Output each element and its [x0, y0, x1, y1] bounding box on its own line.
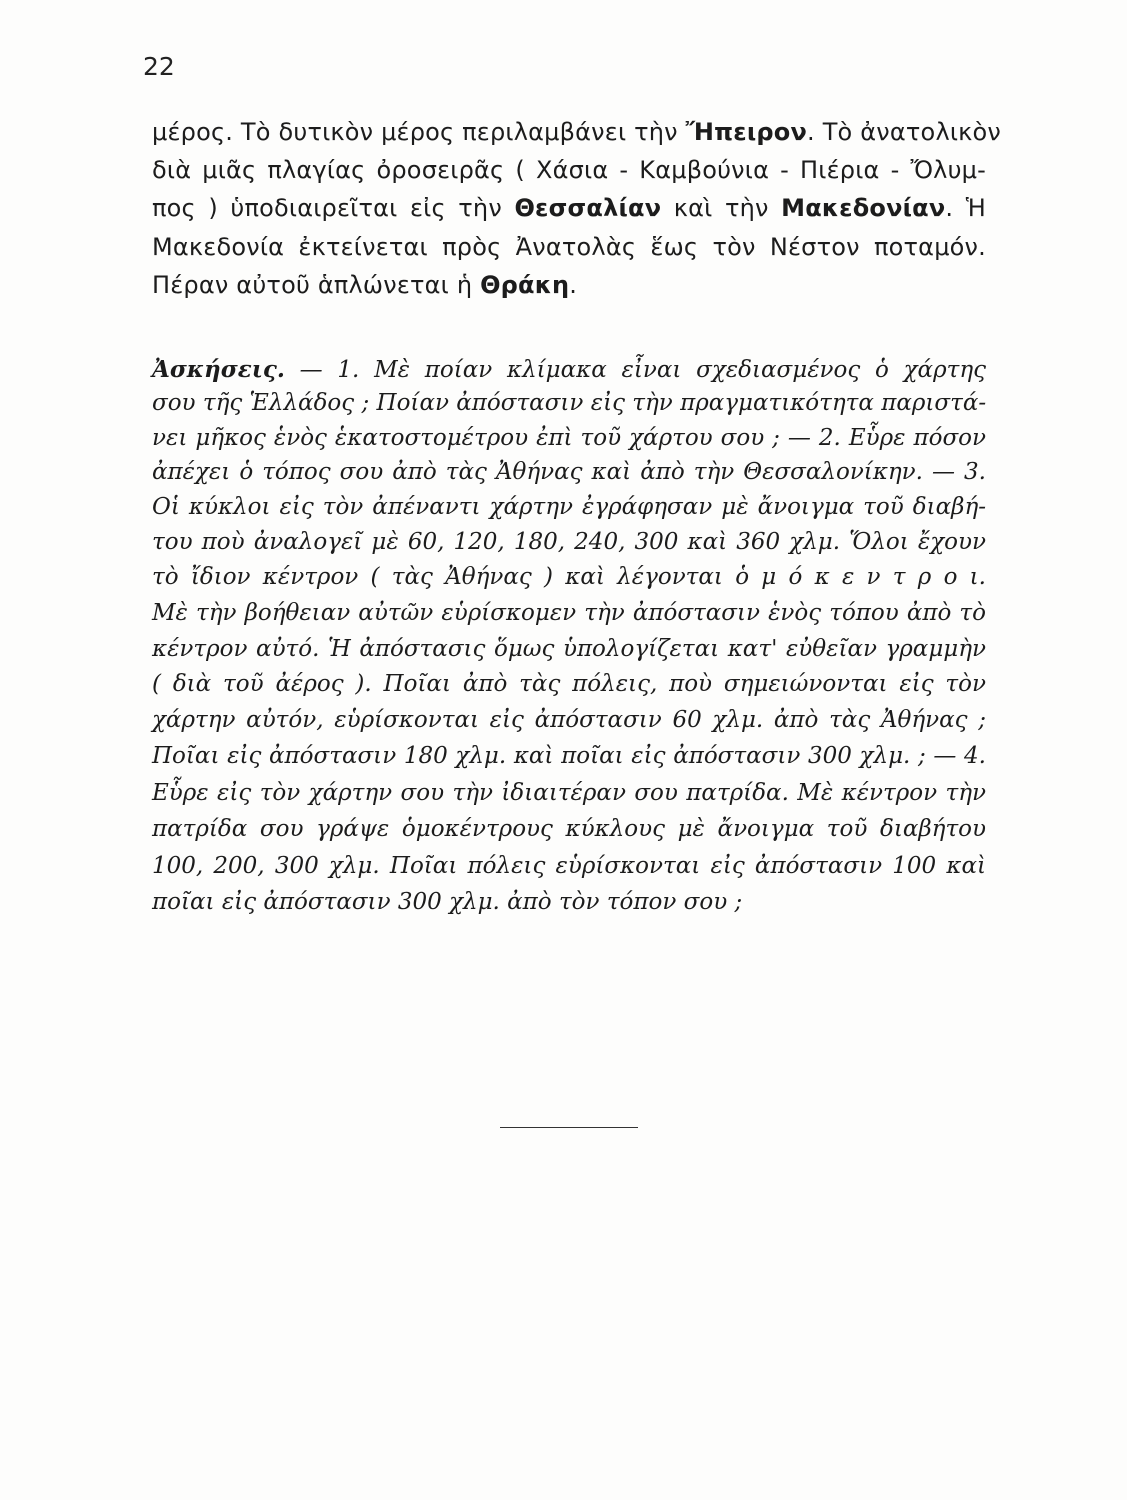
exercise-line-13: Εὗρε εἰς τὸν χάρτην σου τὴν ἰδιαιτέραν σου πατρίδα. Μὲ κέντρον τὴν: [152, 780, 986, 806]
exercise-line-2: σου τῆς Ἑλλάδος ; Ποίαν ἀπόστασιν εἰς τὴν πραγματικότητα παριστά-: [152, 390, 987, 416]
exercise-line-7: τὸ ἴδιον κέντρον ( τὰς Ἀθήνας ) καὶ λέγονται ὁ μ ό κ ε ν τ ρ ο ι.: [152, 564, 986, 590]
intro-line-3: [152, 194, 986, 222]
exercise-line-4: ἀπέχει ὁ τόπος σου ἀπὸ τὰς Ἀθήνας καὶ ἀπὸ τὴν Θεσσαλονίκην. — 3.: [152, 459, 986, 485]
exercise-line-9: κέντρον αὐτό. Ἡ ἀπόστασις ὅμως ὑπολογίζεται κατ' εὐθεῖαν γραμμὴν: [152, 636, 986, 662]
intro-line-4: Μακεδονία ἐκτείνεται πρὸς Ἀνατολὰς ἕως τὸν Νέστον ποταμόν.: [152, 233, 986, 261]
exercises-title: Ἀσκήσεις.: [152, 356, 285, 383]
exercise-line-8: Μὲ τὴν βοήθειαν αὐτῶν εὑρίσκομεν τὴν ἀπόστασιν ἑνὸς τόπου ἀπὸ τὸ: [152, 600, 986, 626]
text-run: . Τὸ ἀνατολικὸν: [807, 118, 1001, 146]
text-run: πος ) ὑποδιαιρεῖται εἰς τὴν: [152, 194, 515, 222]
exercise-line-12: Ποῖαι εἰς ἀπόστασιν 180 χλμ. καὶ ποῖαι εἰς ἀπόστασιν 300 χλμ. ; — 4.: [152, 743, 986, 769]
exercise-line-6: του ποὺ ἀναλογεῖ μὲ 60, 120, 180, 240, 300 καὶ 360 χλμ. Ὅλοι ἔχουν: [152, 529, 986, 555]
intro-line-5: [152, 271, 986, 299]
exercise-line-1: [152, 356, 986, 383]
text-run: Πέραν αὐτοῦ ἁπλώνεται ἡ: [152, 271, 481, 299]
place-name-macedonia: Μακεδονίαν: [781, 194, 946, 222]
place-name-thrace: Θράκη: [480, 271, 570, 299]
exercise-line-5: Οἱ κύκλοι εἰς τὸν ἀπέναντι χάρτην ἐγράφησαν μὲ ἄνοιγμα τοῦ διαβή-: [152, 494, 986, 520]
exercise-line-11: χάρτην αὐτόν, εὑρίσκονται εἰς ἀπόστασιν 60 χλμ. ἀπὸ τὰς Ἀθήνας ;: [152, 707, 986, 733]
exercise-line-15: 100, 200, 300 χλμ. Ποῖαι πόλεις εὑρίσκονται εἰς ἀπόστασιν 100 καὶ: [152, 853, 986, 879]
intro-line-2: διὰ μιᾶς πλαγίας ὀροσειρᾶς ( Χάσια - Καμβούνια - Πιέρια - Ὄλυμ-: [152, 156, 986, 184]
text-run: .: [569, 271, 578, 299]
exercise-line-10: ( διὰ τοῦ ἀέρος ). Ποῖαι ἀπὸ τὰς πόλεις, ποὺ σημειώνονται εἰς τὸν: [152, 671, 986, 697]
text-run: καὶ τὴν: [661, 194, 782, 222]
exercise-line-14: πατρίδα σου γράψε ὁμοκέντρους κύκλους μὲ ἄνοιγμα τοῦ διαβήτου: [152, 816, 986, 842]
text-run: — 1. Μὲ ποίαν κλίμακα εἶναι σχεδιασμένος ὁ χάρτης: [284, 357, 986, 383]
exercise-line-16: ποῖαι εἰς ἀπόστασιν 300 χλμ. ἀπὸ τὸν τόπον σου ;: [152, 889, 743, 915]
intro-line-1: [152, 118, 1001, 146]
place-name-thessaly: Θεσσαλίαν: [514, 194, 662, 222]
text-run: μέρος. Τὸ δυτικὸν μέρος περιλαμβάνει τὴν: [152, 118, 686, 146]
exercise-line-3: νει μῆκος ἑνὸς ἑκατοστομέτρου ἐπὶ τοῦ χάρτου σου ; — 2. Εὗρε πόσον: [152, 425, 986, 451]
section-divider: [500, 1127, 638, 1128]
place-name-epirus: Ἤπειρον: [685, 118, 808, 146]
text-run: . Ἡ: [945, 194, 987, 222]
page-number: 22: [143, 52, 175, 81]
